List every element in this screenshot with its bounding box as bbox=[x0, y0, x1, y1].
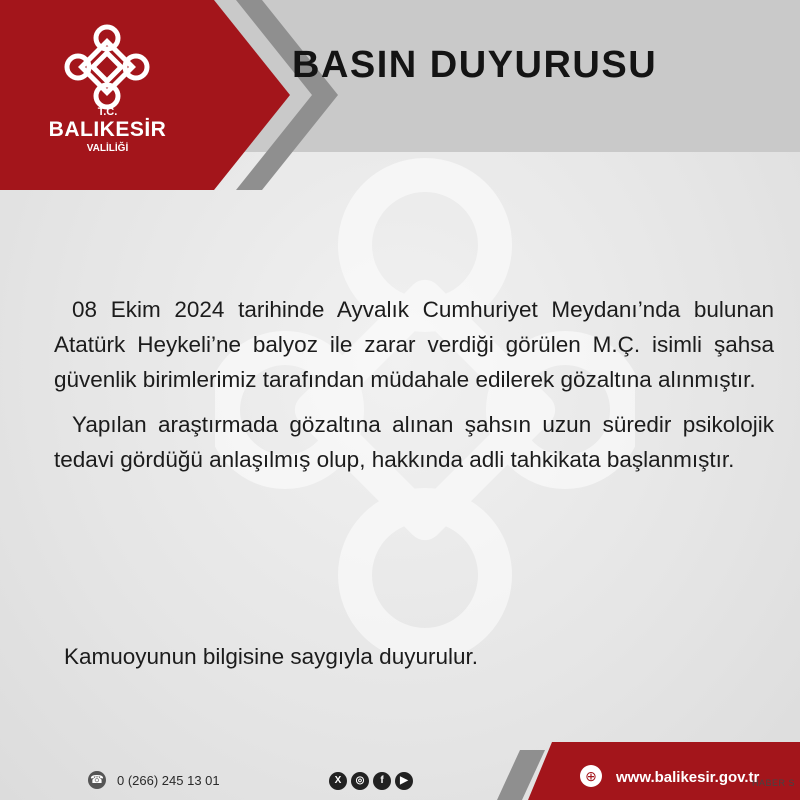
footer-website-link[interactable]: www.balikesir.gov.tr bbox=[616, 769, 760, 786]
valilik-logo bbox=[0, 0, 220, 190]
body-paragraph-1: 08 Ekim 2024 tarihinde Ayvalık Cumhuriyet Meydanı’nda bulunan Atatürk Heykeli’ne balyoz ile zarar verdiği görülen M.Ç. isimli şahsa güvenlik birimlerimiz tarafından müdahale edilerek gözaltına alınmıştır. bbox=[54, 297, 774, 392]
facebook-icon[interactable]: f bbox=[373, 772, 391, 790]
social-links bbox=[329, 772, 413, 790]
youtube-icon[interactable]: ▶ bbox=[395, 772, 413, 790]
footer-phone[interactable]: 0 (266) 245 13 01 bbox=[117, 773, 220, 788]
closing-statement: Kamuoyunun bilgisine saygıyla duyurulur. bbox=[64, 644, 478, 669]
body-paragraph-2: Yapılan araştırmada gözaltına alınan şahsın uzun süredir psikolojik tedavi gördüğü anlaşılmış olup, hakkında adli tahkikata başlanmıştır. bbox=[54, 412, 774, 472]
logo-city-label: BALIKESİR bbox=[48, 118, 167, 141]
page-title: BASIN DUYURUSU bbox=[292, 44, 658, 86]
x-icon[interactable]: X bbox=[329, 772, 347, 790]
instagram-icon[interactable]: ◎ bbox=[351, 772, 369, 790]
logo-sub-label: VALİLİĞİ bbox=[86, 143, 129, 154]
announcement-body bbox=[54, 292, 774, 477]
logo-tc-label: T.C. bbox=[97, 106, 118, 118]
phone-icon: ☎ bbox=[88, 771, 106, 789]
globe-icon: ⊕ bbox=[580, 765, 602, 787]
seljuk-knot-emblem-icon bbox=[62, 22, 152, 112]
corner-watermark-text: HABER S bbox=[752, 778, 796, 788]
